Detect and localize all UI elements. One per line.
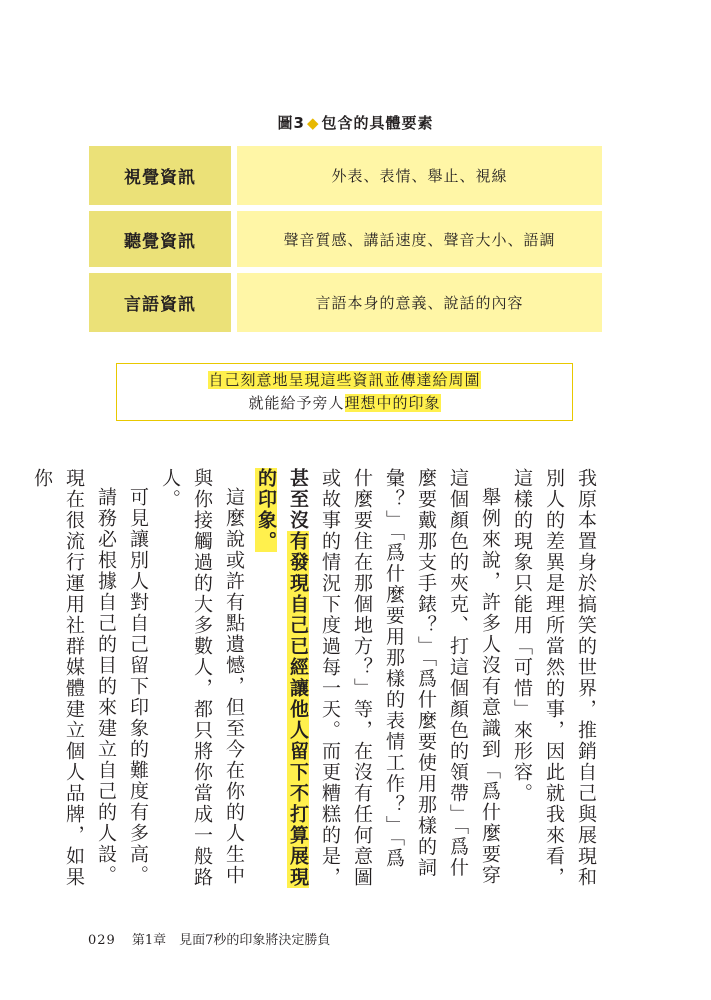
page-footer <box>88 929 330 948</box>
category-cell: 聽覺資訊 <box>89 208 234 270</box>
page-number: 029 <box>88 933 116 948</box>
figure-title <box>0 112 711 133</box>
emphasis-text: 甚至沒 <box>287 468 309 531</box>
chapter-title: 第1章 見面7秒的印象將決定勝負 <box>131 933 331 948</box>
table-row <box>89 146 602 208</box>
paragraph: 可見讓別人對自己留下印象的難度有多高。 <box>127 487 149 886</box>
callout-line-1-text: 自己刻意地呈現這些資訊並傳達給周圍 <box>208 371 481 389</box>
callout-line-2-prefix: 就能給予旁人 <box>248 394 345 412</box>
body-text <box>31 468 602 888</box>
paragraph: 我原本置身於搞笑的世界，推銷自己與展現和別人的差異是理所當然的事，因此就我來看，這樣的現象只能用「可惜」來形容。 <box>511 468 597 888</box>
callout-line-2-highlight: 理想中的印象 <box>344 394 441 412</box>
callout-box <box>116 363 573 421</box>
category-cell: 言語資訊 <box>89 270 234 332</box>
paragraph <box>250 468 506 888</box>
paragraph: 請務必根據自己的目的來建立自己的人設。 <box>95 487 117 886</box>
figure-table <box>89 146 602 332</box>
callout-line-1 <box>208 369 480 392</box>
figure-title-text: 包含的具體要素 <box>321 114 434 132</box>
table-row <box>89 270 602 332</box>
items-cell: 外表、表情、舉止、視線 <box>234 146 602 208</box>
table-row <box>89 208 602 270</box>
paragraph: 這麼說或許有點遺憾，但至今在你的人生中與你接觸過的大多數人，都只將你當成一般路人。 <box>159 468 245 888</box>
callout-line-2 <box>248 392 440 415</box>
items-cell: 言語本身的意義、說話的內容 <box>234 270 602 332</box>
category-cell: 視覺資訊 <box>89 146 234 208</box>
diamond-icon: ◆ <box>306 114 320 132</box>
figure-label: 圖3 <box>277 114 305 132</box>
items-cell: 聲音質感、講話速度、聲音大小、語調 <box>234 208 602 270</box>
paragraph: 現在很流行運用社群媒體建立個人品牌，如果你 <box>31 468 85 888</box>
highlighted-text: 有發現自己已經讓他人留下不打算展現的印象。 <box>255 468 309 888</box>
paragraph-text: 舉例來說，許多人沒有意識到「爲什麼要穿這個顏色的夾克、打這個顏色的領帶」「爲什麼要戴那支手錶？」「爲什麼要使用那樣的詞彙？」「爲什麼要用那樣的表情工作？」「爲什麼要住在那個地方？」等，在沒有任何意圖或故事的情況下度過每一天。而更糟糕的是， <box>319 468 501 888</box>
